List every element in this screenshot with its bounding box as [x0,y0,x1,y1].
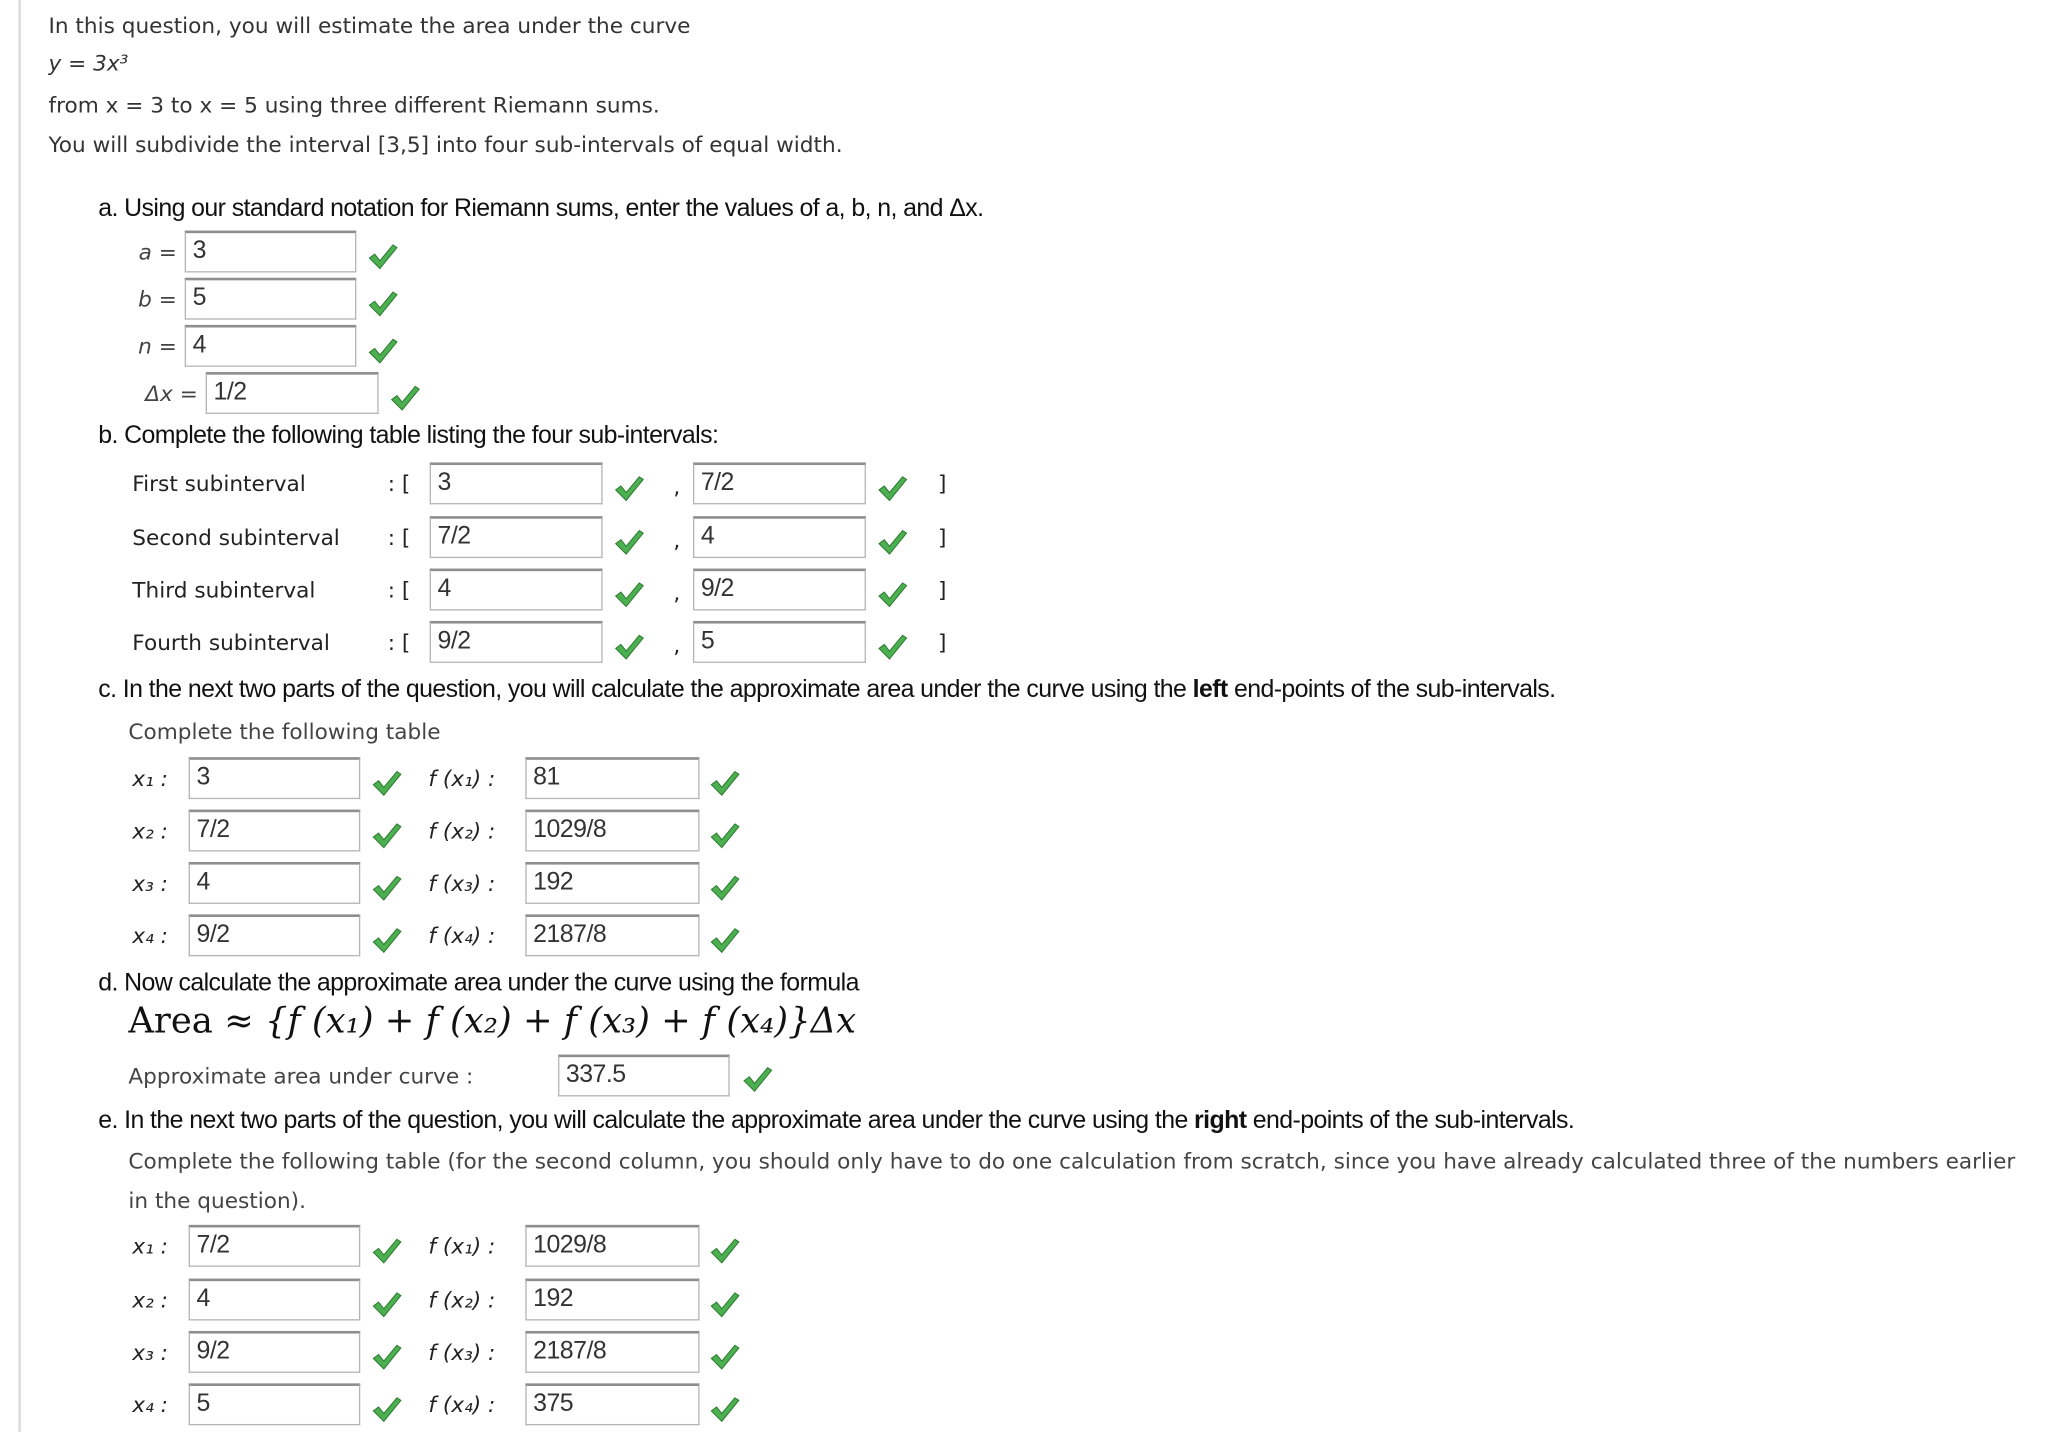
heading-emphasis: left [1192,675,1228,704]
check-icon [709,874,740,903]
check-icon [709,821,740,850]
x-label: x₁ : [132,1234,168,1259]
interval-text: from x = 3 to x = 5 using three different Riemann sums. [48,93,660,118]
x-value-input[interactable]: 4 [189,862,361,904]
subinterval-start-input[interactable]: 3 [430,462,603,504]
subinterval-end-input[interactable]: 4 [693,516,866,558]
check-icon [613,474,644,503]
subdivide-text: You will subdivide the interval [3,5] into four sub-intervals of equal width. [48,132,843,158]
check-icon [371,926,402,955]
subinterval-start-input[interactable]: 7/2 [430,516,603,558]
f-value-input[interactable]: 1029/8 [525,810,699,852]
part-e-instruction: Complete the following table (for the second column, you should only have to do one calculation from scratch, since you have already calculated three of the numbers earlier in the question). [128,1148,2016,1214]
x-value-input[interactable]: 7/2 [189,810,361,852]
part-d-heading: d. Now calculate the approximate area under the curve using the formula [98,969,859,997]
variable-input[interactable]: 3 [185,231,357,273]
check-icon [371,1290,402,1319]
f-value-input[interactable]: 2187/8 [525,914,699,956]
check-icon [367,242,398,271]
curve-equation: y = 3x³ [48,51,129,76]
variable-input[interactable]: 4 [185,325,357,367]
subinterval-start-input[interactable]: 4 [430,569,603,611]
open-bracket: : [ [387,577,411,603]
part-a-heading: a. Using our standard notation for Riemann sums, enter the values of a, b, n, and Δx. [98,195,984,223]
check-icon [613,528,644,557]
x-value-input[interactable]: 7/2 [189,1225,361,1267]
part-b-heading: b. Complete the following table listing the four sub-intervals: [98,421,719,450]
f-label: f (x₂) : [428,1287,496,1313]
area-answer-input[interactable]: 337.5 [558,1055,730,1097]
subinterval-label: First subinterval [132,471,306,497]
x-label: x₄ : [132,923,168,949]
check-icon [709,1290,740,1319]
subinterval-label: Second subinterval [132,525,340,551]
check-icon [371,1395,402,1424]
f-label: f (x₄) : [428,923,496,949]
close-bracket: ] [937,630,947,655]
part-c-heading [98,675,1555,706]
check-icon [613,580,644,609]
check-icon [876,528,907,557]
check-icon [371,1343,402,1372]
variable-label: n = [138,334,177,359]
check-icon [709,1395,740,1424]
check-icon [371,769,402,798]
check-icon [741,1065,772,1094]
x-value-input[interactable]: 4 [189,1279,361,1321]
check-icon [371,1237,402,1266]
variable-label: a = [138,239,177,265]
open-bracket: : [ [387,525,411,551]
x-label: x₃ : [132,871,168,897]
f-value-input[interactable]: 192 [525,1279,699,1321]
check-icon [876,474,907,503]
formula-lhs: Area ≈ [128,1000,265,1042]
close-bracket: ] [937,471,947,497]
variable-input[interactable]: 1/2 [206,372,379,414]
open-bracket: : [ [387,630,411,655]
close-bracket: ] [937,577,947,603]
f-value-input[interactable]: 192 [525,862,699,904]
comma: , [673,580,681,606]
part-c-instruction: Complete the following table [128,719,441,745]
heading-text: c. In the next two parts of the question, you will calculate the approximate area under the curve using the [98,675,1193,704]
comma: , [673,632,681,658]
f-label: f (x₁) : [428,1234,496,1259]
check-icon [371,874,402,903]
variable-label: b = [138,286,177,312]
f-value-input[interactable]: 2187/8 [525,1331,699,1373]
check-icon [371,821,402,850]
x-label: x₂ : [132,1287,168,1313]
x-label: x₁ : [132,766,168,792]
f-label: f (x₂) : [428,818,496,844]
variable-input[interactable]: 5 [185,278,357,320]
formula-rhs: {f (x₁) + f (x₂) + f (x₃) + f (x₄)}Δx [264,1000,857,1042]
f-value-input[interactable]: 1029/8 [525,1225,699,1267]
part-e-heading [98,1106,1574,1137]
x-value-input[interactable]: 3 [189,757,361,799]
x-value-input[interactable]: 5 [189,1383,361,1425]
subinterval-end-input[interactable]: 9/2 [693,569,866,611]
x-value-input[interactable]: 9/2 [189,1331,361,1373]
open-bracket: : [ [387,471,411,497]
check-icon [709,926,740,955]
check-icon [876,580,907,609]
x-label: x₃ : [132,1340,168,1366]
left-border [18,0,21,1432]
x-label: x₂ : [132,818,168,844]
subinterval-label: Third subinterval [132,577,316,603]
check-icon [709,769,740,798]
close-bracket: ] [937,525,947,551]
check-icon [367,337,398,366]
check-icon [367,290,398,319]
area-answer-label: Approximate area under curve : [128,1063,474,1089]
heading-text: e. In the next two parts of the question, you will calculate the approximate area under the curve using the [98,1106,1195,1135]
f-label: f (x₁) : [428,766,496,792]
area-formula [128,998,856,1045]
f-label: f (x₃) : [428,1340,496,1366]
x-label: x₄ : [132,1392,168,1418]
heading-text: end-points of the sub-intervals. [1227,675,1556,704]
check-icon [709,1237,740,1266]
check-icon [876,633,907,662]
comma: , [673,474,681,500]
subinterval-label: Fourth subinterval [132,630,330,655]
x-value-input[interactable]: 9/2 [189,914,361,956]
f-label: f (x₃) : [428,871,496,897]
check-icon [389,384,420,413]
f-label: f (x₄) : [428,1392,496,1418]
intro-text: In this question, you will estimate the area under the curve [48,13,691,38]
heading-emphasis: right [1194,1106,1247,1135]
subinterval-end-input[interactable]: 7/2 [693,462,866,504]
subinterval-start-input[interactable]: 9/2 [430,621,603,663]
check-icon [709,1343,740,1372]
subinterval-end-input[interactable]: 5 [693,621,866,663]
variable-label: Δx = [145,381,198,407]
check-icon [613,633,644,662]
heading-text: end-points of the sub-intervals. [1246,1106,1575,1135]
f-value-input[interactable]: 81 [525,757,699,799]
comma: , [673,527,681,553]
f-value-input[interactable]: 375 [525,1383,699,1425]
